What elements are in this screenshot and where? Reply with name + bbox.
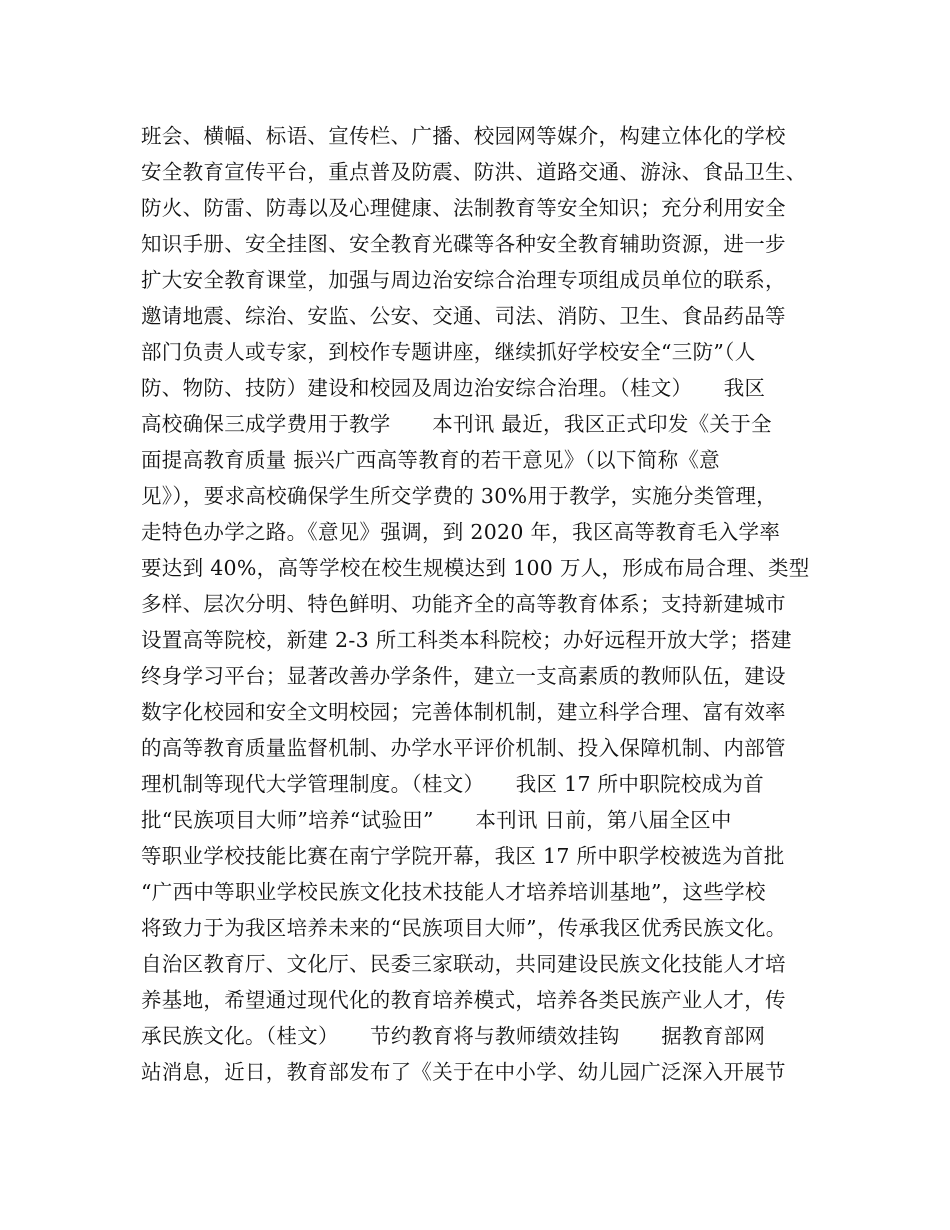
text-line: 面提高教育质量 振兴广西高等教育的若干意见》（以下简称《意	[141, 448, 720, 472]
text-line: 见》），要求高校确保学生所交学费的 30%用于教学，实施分类管理，	[141, 484, 777, 508]
text-line: 终身学习平台；显著改善办学条件，建立一支高素质的教师队伍，建设	[141, 664, 786, 688]
text-line: 防火、防雷、防毒以及心理健康、法制教育等安全知识；充分利用安全	[141, 196, 786, 220]
text-line: 要达到 40%，高等学校在校生规模达到 100 万人，形成布局合理、类型	[141, 556, 810, 580]
text-line: 将致力于为我区培养未来的“民族项目大师”，传承我区优秀民族文化。	[141, 916, 787, 940]
text-line: “广西中等职业学校民族文化技术技能人才培养培训基地”，这些学校	[141, 880, 766, 904]
body-text	[141, 118, 841, 1090]
text-line: 的高等教育质量监督机制、办学水平评价机制、投入保障机制、内部管	[141, 736, 786, 760]
text-line: 批“民族项目大师”培养“试验田” 本刊讯 日前，第八届全区中	[141, 808, 732, 832]
text-line: 安全教育宣传平台，重点普及防震、防洪、道路交通、游泳、食品卫生、	[141, 160, 807, 184]
text-line: 知识手册、安全挂图、安全教育光碟等各种安全教育辅助资源，进一步	[141, 232, 786, 256]
text-line: 理机制等现代大学管理制度。（桂文） 我区 17 所中职院校成为首	[141, 772, 765, 796]
text-line: 防、物防、技防）建设和校园及周边治安综合治理。（桂文） 我区	[141, 376, 766, 400]
text-line: 承民族文化。（桂文） 节约教育将与教师绩效挂钩 据教育部网	[141, 1024, 766, 1048]
text-line: 班会、横幅、标语、宣传栏、广播、校园网等媒介，构建立体化的学校	[141, 124, 786, 148]
text-line: 数字化校园和安全文明校园；完善体制机制，建立科学合理、富有效率	[141, 700, 786, 724]
text-line: 自治区教育厅、文化厅、民委三家联动，共同建设民族文化技能人才培	[141, 952, 786, 976]
text-line: 邀请地震、综治、安监、公安、交通、司法、消防、卫生、食品药品等	[141, 304, 786, 328]
text-line: 扩大安全教育课堂，加强与周边治安综合治理专项组成员单位的联系，	[141, 268, 786, 292]
text-line: 高校确保三成学费用于教学 本刊讯 最近，我区正式印发《关于全	[141, 412, 772, 436]
text-line: 设置高等院校，新建 2-3 所工科类本科院校；办好远程开放大学；搭建	[141, 628, 792, 652]
text-line: 站消息，近日，教育部发布了《关于在中小学、幼儿园广泛深入开展节	[141, 1060, 786, 1084]
text-line: 多样、层次分明、特色鲜明、功能齐全的高等教育体系；支持新建城市	[141, 592, 786, 616]
text-line: 养基地，希望通过现代化的教育培养模式，培养各类民族产业人才，传	[141, 988, 786, 1012]
text-line: 等职业学校技能比赛在南宁学院开幕，我区 17 所中职学校被选为首批	[141, 844, 785, 868]
text-line: 部门负责人或专家，到校作专题讲座，继续抓好学校安全“三防”（人	[141, 340, 756, 364]
text-line: 走特色办学之路。《意见》强调，到 2020 年，我区高等教育毛入学率	[141, 520, 781, 544]
